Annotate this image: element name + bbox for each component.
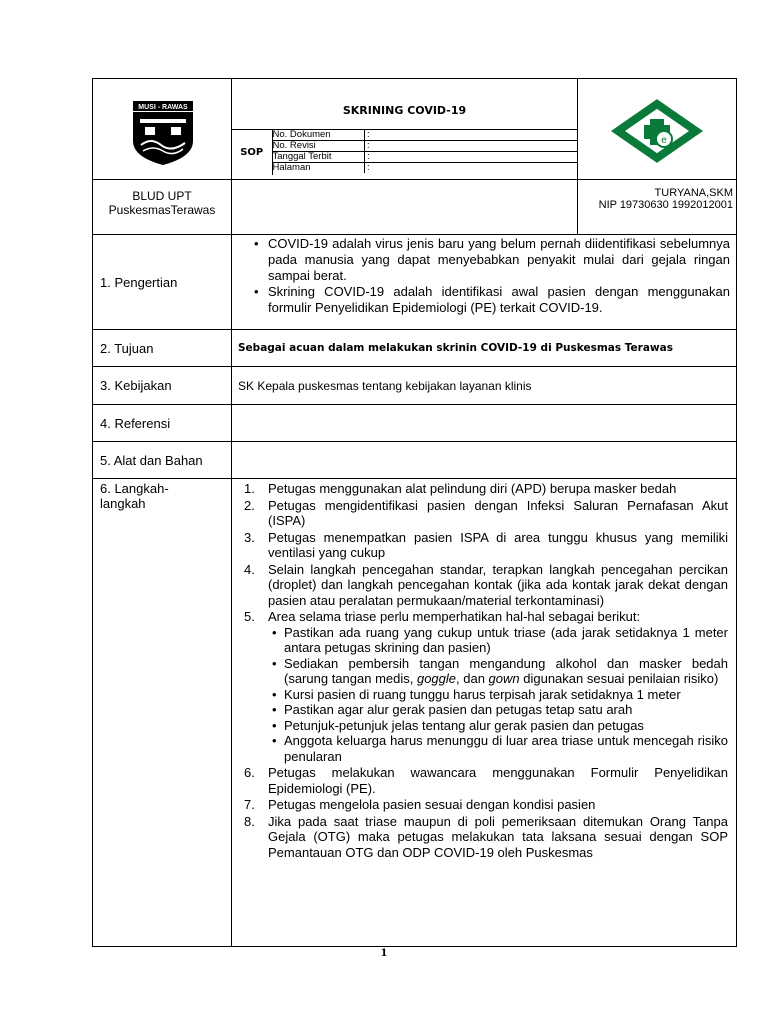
label-text: 6. Langkah-langkah [100,481,169,511]
sub-text: , dan [456,671,489,686]
step-item [244,497,728,529]
doc-field-sep: : [365,152,375,163]
step-text: Area selama triase perlu memperhatikan hal-hal sebagai berikut: [268,609,641,624]
puskesmas-logo-icon [578,79,737,174]
tujuan-content: Sebagai acuan dalam melakukan skrinin COVID-19 di Puskesmas Terawas [232,330,737,367]
referensi-content [232,405,737,442]
doc-field-value [375,152,578,163]
doc-field-value [375,141,578,152]
logo-right-cell [578,79,737,180]
doc-field-label: Tanggal Terbit [273,152,365,163]
section-label-langkah [93,479,232,947]
sub-italic: goggle [416,671,457,686]
sop-label: SOP [232,130,272,175]
doc-field-sep: : [365,163,375,174]
step-item [244,529,728,561]
step-number: 5. [244,609,255,624]
alat-content [232,442,737,479]
doc-field-value [375,130,578,141]
signer-name: TURYANA,SKM [654,187,733,199]
step-item [244,765,728,796]
step-number: 4. [244,561,255,577]
sub-text: Sediakan pembersih tangan mengandung alkohol dan masker bedah (sarung tangan medis, [284,655,728,686]
step-number: 2. [244,497,255,513]
sub-item: • Kursi pasien di ruang tunggu harus terpisah jarak setidaknya 1 meter [284,687,728,703]
doc-field-row [273,130,578,141]
signer-nip: NIP 19730630 1992012001 [598,199,733,211]
doc-field-row [273,152,578,163]
sub-item [284,656,728,687]
label-text: 2. Tujuan [100,340,154,356]
step-number: 6. [244,765,255,780]
step-item [244,561,728,609]
title-cell [232,79,578,180]
doc-title: SKRINING COVID-19 [232,79,577,130]
kebijakan-content: SK Kepala puskesmas tentang kebijakan layanan klinis [232,367,737,405]
step-text: Jika pada saat triase maupun di poli pemeriksaan ditemukan Orang Tanpa Gejala (OTG) maka petugas melakukan tata laksana sesuai dengan SOP Pemantauan OTG dan ODP COVID-19 oleh Puskesmas [268,813,728,860]
step-text: Petugas menggunakan alat pelindung diri (APD) berupa masker bedah [268,481,677,496]
label-text: 4. Referensi [100,415,171,431]
list-item: • COVID-19 adalah virus jenis baru yang belum pernah diidentifikasi sebelumnya pada manusia yang dapat menyebabkan penyakit mulai dari gejala ringan sampai berat. [268,236,730,284]
section-label-alat [93,442,232,479]
pengertian-content [232,235,737,330]
step-item [244,609,728,764]
emblem-text: MUSI - RAWAS [138,104,188,111]
doc-field-label: Halaman [273,163,365,174]
step-text: Petugas menempatkan pasien ISPA di area tunggu khusus yang memiliki ventilasi yang cukup [268,529,728,560]
org-line1: BLUD UPT [132,189,192,203]
svg-text:e: e [661,135,667,146]
sub-item: • Pastikan agar alur gerak pasien dan petugas tetap satu arah [284,702,728,718]
sub-text: digunakan sesuai penilaian risiko) [519,671,719,686]
step-item [244,797,728,813]
sop-table [92,78,737,947]
section-label-pengertian [93,235,232,330]
step-text: Petugas mengidentifikasi pasien dengan Infeksi Saluran Pernafasan Akut (ISPA) [268,497,728,528]
doc-fields-table [273,130,578,173]
logo-left-cell [93,79,232,180]
doc-field-row [273,141,578,152]
step-text: Petugas mengelola pasien sesuai dengan kondisi pasien [268,797,596,812]
langkah-content [232,479,737,947]
steps-list [232,481,728,860]
doc-field-row [273,163,578,174]
org-middle-cell [232,180,578,235]
doc-field-label: No. Revisi [273,141,365,152]
musi-rawas-emblem [93,79,232,174]
doc-field-sep: : [365,141,375,152]
label-text: 3. Kebijakan [100,378,172,393]
signer-cell [578,180,737,235]
section-label-kebijakan [93,367,232,405]
page-number: 1 [380,948,388,959]
sub-item: • Petunjuk-petunjuk jelas tentang alur gerak pasien dan petugas [284,718,728,734]
step-number: 8. [244,813,255,829]
pengertian-list [232,236,736,316]
doc-field-value [375,163,578,174]
step-number: 3. [244,529,255,545]
sop-document [92,78,736,947]
label-text: 1. Pengertian [100,274,178,290]
step-text: Petugas melakukan wawancara menggunakan Formulir Penyelidikan Epidemiologi (PE). [268,765,728,796]
step-text: Selain langkah pencegahan standar, terapkan langkah pencegahan percikan (droplet) dan langkah pencegahan kontak (jika ada kontak jarak dekat dengan pasien atau peralatan permukaan/material terkontaminasi) [268,561,728,608]
section-label-referensi [93,405,232,442]
org-cell [93,180,232,235]
triase-sublist [268,625,728,765]
step-number: 1. [244,481,255,496]
sub-italic: gown [488,671,520,686]
doc-field-label: No. Dokumen [273,130,365,141]
doc-field-sep: : [365,130,375,141]
section-label-tujuan [93,330,232,367]
step-item [244,481,728,497]
org-line2: PuskesmasTerawas [108,203,216,217]
sub-item: • Pastikan ada ruang yang cukup untuk triase (ada jarak setidaknya 1 meter antara petugas skrining dan pasien) [284,625,728,656]
sub-item: • Anggota keluarga harus menunggu di luar area triase untuk mencegah risiko penularan [284,733,728,764]
list-item: • Skrining COVID-19 adalah identifikasi awal pasien dengan menggunakan formulir Penyelidikan Epidemiologi (PE) terkait COVID-19. [268,284,730,316]
sop-info [232,130,577,175]
step-item [244,813,728,861]
label-text: 5. Alat dan Bahan [100,452,203,468]
step-number: 7. [244,797,255,812]
